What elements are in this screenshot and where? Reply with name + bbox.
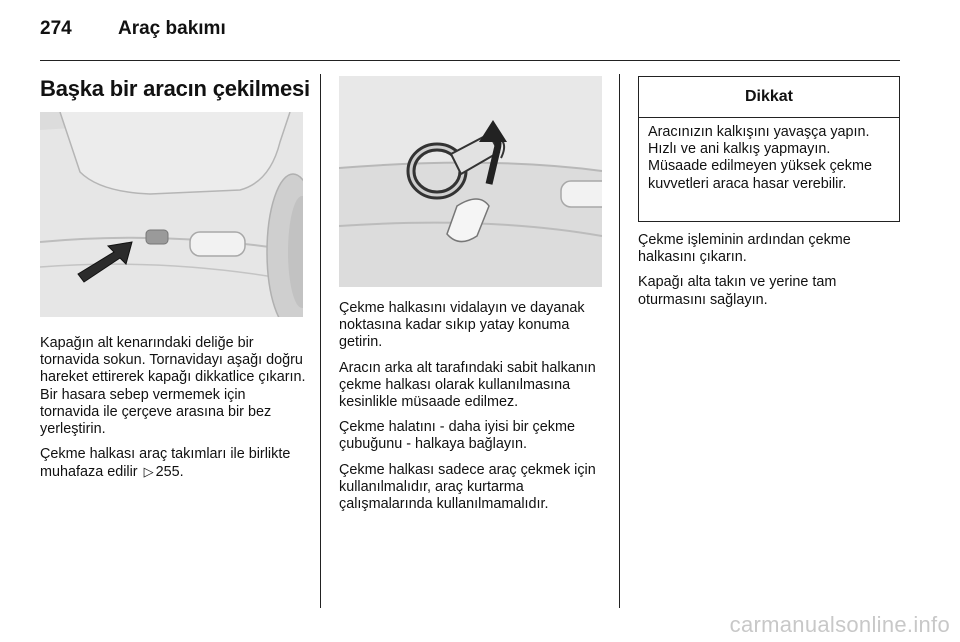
- chapter-title: Araç bakımı: [118, 18, 226, 39]
- caution-body: Aracınızın kalkışını yavaşça yapın. Hızlı ve ani kalkış yapmayın. Müsaade edilmeyen yüksek çekme kuvvetleri araca hasar verebilir.: [648, 124, 872, 192]
- bumper-cover-illustration: [40, 112, 303, 317]
- column2-paragraph-4: Çekme halkası sadece araç çekmek için kullanılmalıdır, araç kurtarma çalışmalarında kullanılmamalıdır.: [339, 461, 596, 513]
- reference-page: 255.: [155, 464, 184, 481]
- column-divider-1: [320, 74, 321, 608]
- towing-eye-drawing: [339, 76, 602, 287]
- page-number: 274: [40, 18, 72, 39]
- caution-title: Dikkat: [639, 77, 899, 118]
- reference-text: Çekme halkası araç takımları ile birlikte muhafaza edilir: [40, 446, 291, 481]
- page-ref-icon: ▷: [143, 464, 154, 480]
- column3-paragraph-2: Kapağı alta takın ve yerine tam oturmasını sağlayın.: [638, 274, 837, 308]
- column1-paragraph-1: Kapağın alt kenarındaki deliğe bir tornavida sokun. Tornavidayı aşağı doğru hareket ettirerek kapağı dikkatlice çıkarın. Bir hasara sebep vermemek için tornavida ile çerçeve arasına bir bez yerleştirin.: [40, 335, 306, 438]
- header-divider: [40, 60, 900, 61]
- section-title: Başka bir aracın çekilmesi: [40, 76, 310, 101]
- caution-box: [638, 76, 900, 222]
- column3-paragraph-1: Çekme işleminin ardından çekme halkasını çıkarın.: [638, 232, 851, 266]
- column2-paragraph-1: Çekme halkasını vidalayın ve dayanak noktasına kadar sıkıp yatay konuma getirin.: [339, 300, 585, 351]
- column2-paragraph-3: Çekme halatını - daha iyisi bir çekme çubuğunu - halkaya bağlayın.: [339, 419, 575, 453]
- column1-reference-paragraph: [40, 446, 308, 481]
- bumper-cover-drawing: [40, 112, 303, 317]
- column-divider-2: [619, 74, 620, 608]
- watermark: carmanualsonline.info: [729, 612, 950, 637]
- column2-paragraph-2: Aracın arka alt tarafındaki sabit halkanın çekme halkası olarak kullanılmasına kesinlikle müsaade edilmez.: [339, 359, 596, 411]
- towing-eye-illustration: [339, 76, 602, 287]
